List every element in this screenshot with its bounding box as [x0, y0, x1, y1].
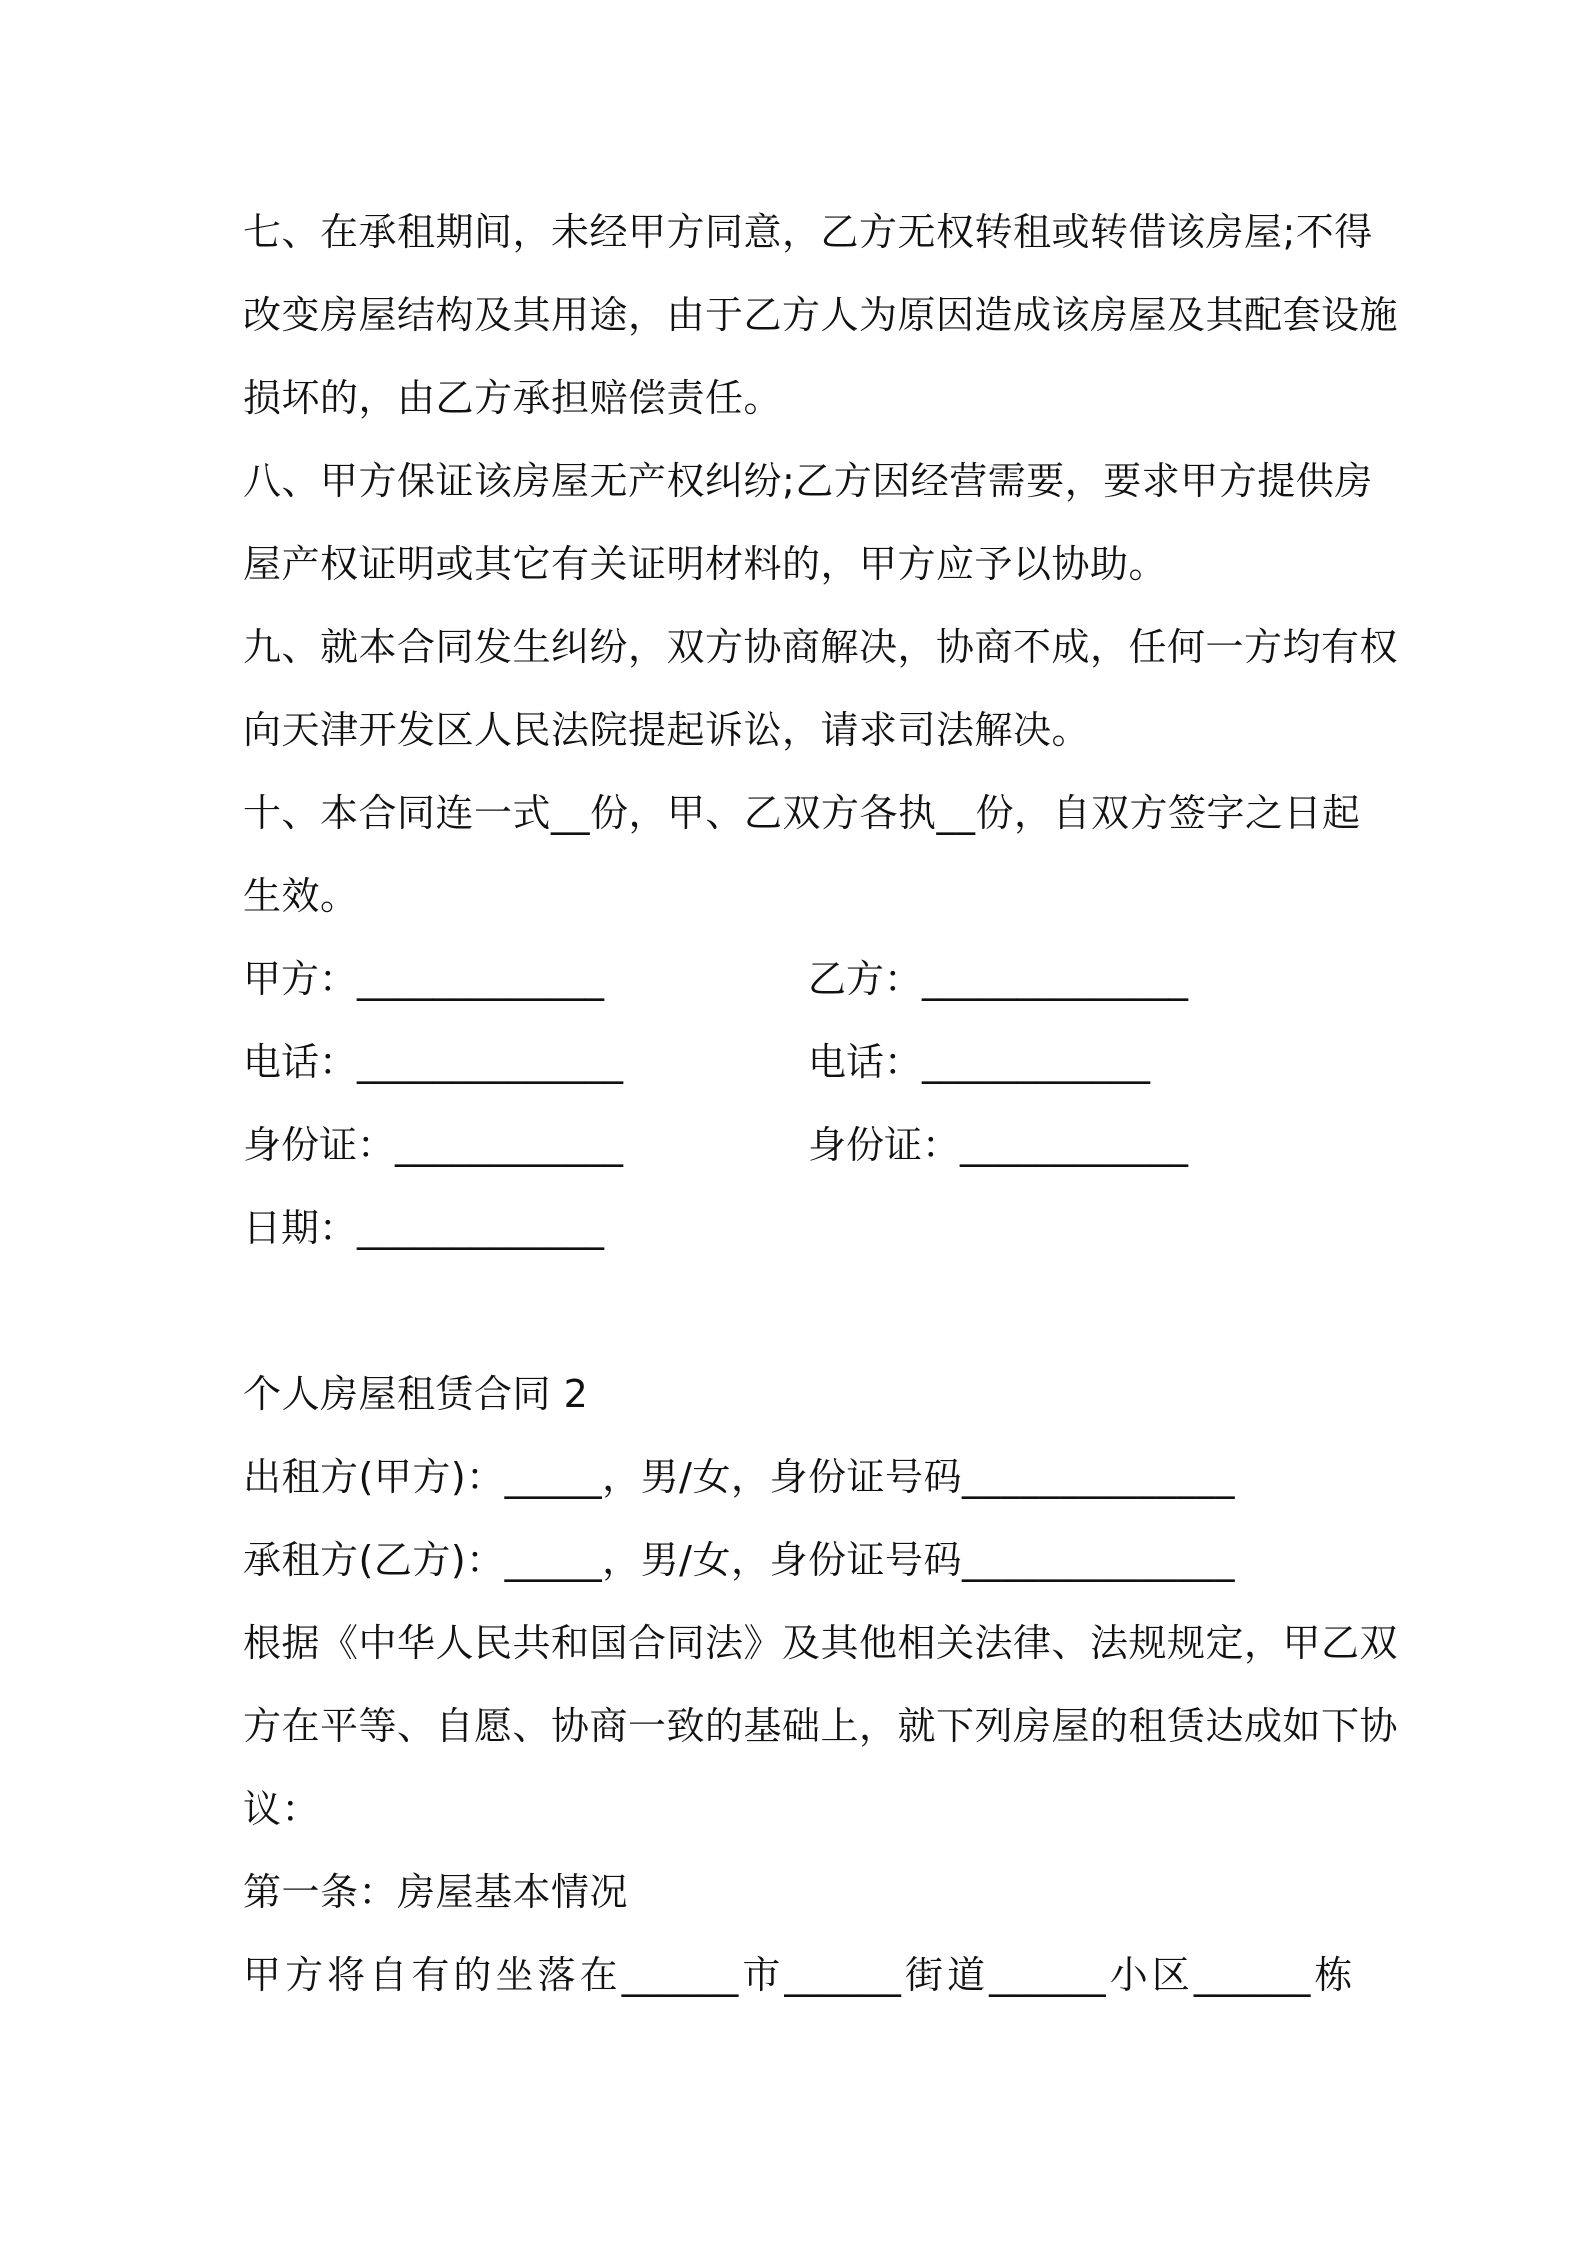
clause-eight-line-2: 屋产权证明或其它有关证明材料的，甲方应予以协助。: [243, 542, 1168, 586]
contract2-preamble-line-2: 方在平等、自愿、协商一致的基础上，就下列房屋的租赁达成如下协: [243, 1704, 1399, 1748]
party-a-phone: 电话：______________: [243, 1040, 624, 1084]
contract2-title: 个人房屋租赁合同 2: [243, 1372, 589, 1416]
clause-ten-line-2: 生效。: [243, 874, 359, 918]
party-b-signature: 乙方：______________: [808, 957, 1189, 1001]
clause-nine-line-1: 九、就本合同发生纠纷，双方协商解决，协商不成，任何一方均有权: [243, 625, 1399, 669]
contract2-preamble-line-1: 根据《中华人民共和国合同法》及其他相关法律、法规规定，甲乙双: [243, 1621, 1399, 1665]
contract2-article1-line: 甲方将自有的坐落在______市______街道______小区______栋: [243, 1953, 1353, 1997]
clause-nine-line-2: 向天津开发区人民法院提起诉讼，请求司法解决。: [243, 708, 1091, 752]
contract2-lessee: 承租方(乙方)：_____，男/女，身份证号码______________: [243, 1538, 1235, 1582]
clause-seven-line-3: 损坏的，由乙方承担赔偿责任。: [243, 376, 783, 420]
contract2-preamble-line-3: 议：: [243, 1787, 321, 1831]
party-a-id: 身份证：____________: [243, 1123, 624, 1167]
clause-ten-line-1: 十、本合同连一式__份，甲、乙双方各执__份，自双方签字之日起: [243, 791, 1361, 835]
signing-date: 日期：_____________: [243, 1206, 605, 1250]
party-b-phone: 电话：____________: [808, 1040, 1151, 1084]
clause-seven-line-1: 七、在承租期间，未经甲方同意，乙方无权转租或转借该房屋;不得: [243, 210, 1373, 254]
contract2-article1-title: 第一条：房屋基本情况: [243, 1870, 629, 1914]
party-b-id: 身份证：____________: [808, 1123, 1189, 1167]
clause-seven-line-2: 改变房屋结构及其用途，由于乙方人为原因造成该房屋及其配套设施: [243, 293, 1399, 337]
clause-eight-line-1: 八、甲方保证该房屋无产权纠纷;乙方因经营需要，要求甲方提供房: [243, 459, 1373, 503]
party-a-signature: 甲方：_____________: [243, 957, 605, 1001]
contract2-lessor: 出租方(甲方)：_____，男/女，身份证号码______________: [243, 1455, 1235, 1499]
